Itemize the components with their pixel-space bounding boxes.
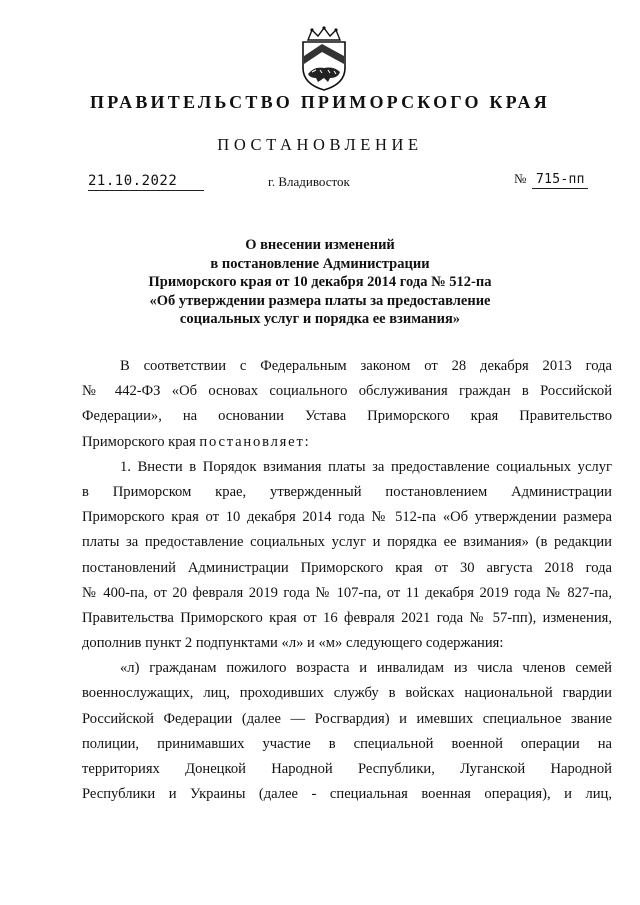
- body-line: военнослужащих, лиц, проходивших службу в войсках национальной гвардии: [82, 685, 612, 702]
- document-date: 21.10.2022: [88, 173, 178, 189]
- body-line: В соответствии с Федеральным законом от 28 декабря 2013 года: [120, 358, 612, 374]
- body-line: 1. Внести в Порядок взимания платы за предоставление социальных услуг: [120, 458, 612, 475]
- body-line: постановлений Администрации Приморского края от 30 августа 2018 года: [82, 559, 612, 576]
- body-line: «л) гражданам пожилого возраста и инвалидам из числа членов семей: [120, 660, 612, 677]
- document-heading: [0, 236, 640, 329]
- heading-line: Приморского края от 10 декабря 2014 года № 512-па: [148, 274, 492, 291]
- number-underline: [532, 170, 588, 189]
- document-number-field: [514, 170, 585, 190]
- document-type: ПОСТАНОВЛЕНИЕ: [217, 135, 423, 154]
- body-line: Российской Федерации (далее — Росгвардия) и имевших специальное звание: [82, 710, 612, 727]
- body-line: в Приморском крае, утвержденный постановлением Администрации: [82, 483, 612, 500]
- government-title: ПРАВИТЕЛЬСТВО ПРИМОРСКОГО КРАЯ: [90, 92, 550, 112]
- body-line: [82, 430, 612, 455]
- body-line: № 442-ФЗ «Об основах социального обслуживания граждан в Российской: [82, 383, 612, 400]
- body-line: Федерации», на основании Устава Приморского края Правительство: [82, 408, 612, 425]
- body-line: полиции, принимавших участие в специальной военной операции на: [82, 735, 612, 752]
- body-line-start: Приморского края: [82, 433, 200, 450]
- number-label: №: [514, 171, 527, 186]
- body-line: территориях Донецкой Народной Республики, Луганской Народной: [82, 761, 612, 777]
- document-city: г. Владивосток: [268, 174, 350, 189]
- body-line: платы за предоставление социальных услуг и порядка ее взимания» (в редакции: [82, 534, 612, 551]
- document-date-field: [88, 172, 204, 191]
- document-number: 715-пп: [536, 172, 585, 187]
- body-line: Республики и Украины (далее - специальная военная операция), и лиц,: [82, 786, 612, 803]
- primorsky-krai-coat-of-arms-icon: [298, 26, 350, 92]
- body-line: дополнив пункт 2 подпунктами «л» и «м» следующего содержания:: [82, 635, 504, 652]
- body-line: Приморского края от 10 декабря 2014 года № 512-па «Об утверждении размера: [82, 509, 612, 526]
- resolves-word: постановляет:: [199, 433, 311, 450]
- heading-line: «Об утверждении размера платы за предоставление: [149, 292, 491, 309]
- body-line: № 400-па, от 20 февраля 2019 года № 107-па, от 11 декабря 2019 года № 827-па,: [82, 584, 612, 601]
- document-body: [82, 354, 612, 807]
- body-line: Правительства Приморского края от 16 февраля 2021 года № 57-пп), изменения,: [82, 609, 612, 626]
- heading-line: социальных услуг и порядка ее взимания»: [179, 311, 461, 328]
- heading-line: в постановление Администрации: [210, 255, 430, 272]
- heading-line: О внесении изменений: [245, 237, 395, 253]
